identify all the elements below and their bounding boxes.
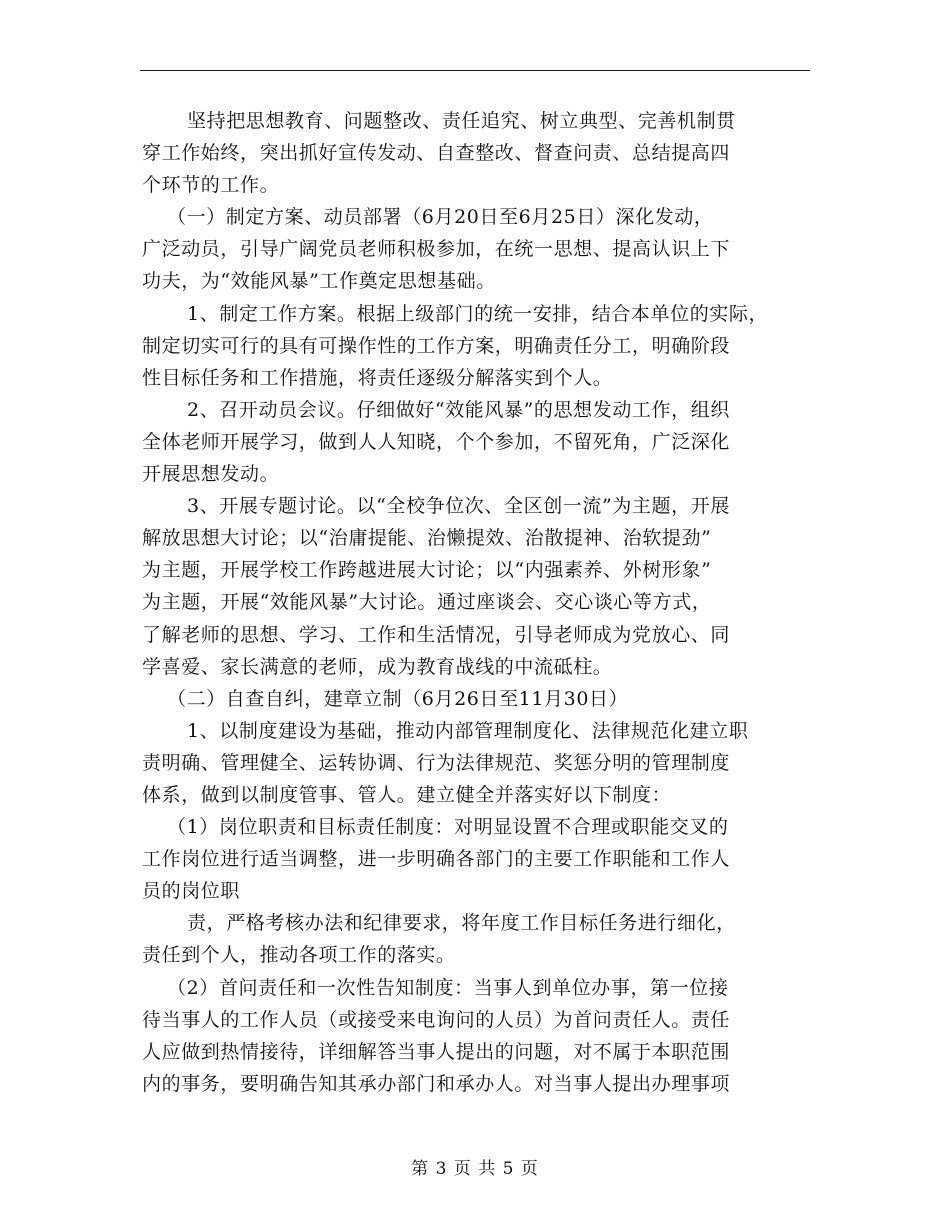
paragraph-line: （二）自查自纠，建章立制（6月26日至11月30日） [167, 687, 629, 710]
paragraph-line: （1）岗位职责和目标责任制度：对明显设置不合理或职能交叉的 [167, 816, 729, 839]
paragraph-line: 体系，做到以制度管事、管人。建立健全并落实好以下制度： [142, 783, 672, 806]
paragraph-line: 解放思想大讨论；以“治庸提能、治懒提效、治散提神、治软提劲” [142, 527, 712, 550]
paragraph-line: 1、以制度建设为基础，推动内部管理制度化、法律规范化建立职 [187, 719, 749, 742]
paragraph-line: 了解老师的思想、学习、工作和生活情况，引导老师成为党放心、同 [142, 623, 731, 646]
paragraph-line: 制定切实可行的具有可操作性的工作方案，明确责任分工，明确阶段 [142, 334, 731, 357]
header-rule [140, 70, 810, 71]
paragraph-line: 学喜爱、家长满意的老师，成为教育战线的中流砥柱。 [142, 655, 613, 678]
document-body [140, 105, 810, 1100]
paragraph-line: 责，严格考核办法和纪律要求，将年度工作目标任务进行细化， [187, 912, 736, 935]
paragraph-line: 穿工作始终，突出抓好宣传发动、自查整改、督查问责、总结提高四 [142, 142, 731, 165]
paragraph-line: 人应做到热情接待，详细解答当事人提出的问题，对不属于本职范围 [142, 1040, 731, 1063]
paragraph-line: 工作岗位进行适当调整，进一步明确各部门的主要工作职能和工作人 [142, 848, 731, 871]
paragraph-line: 待当事人的工作人员（或接受来电询问的人员）为首问责任人。责任 [142, 1008, 731, 1031]
paragraph-line: （一）制定方案、动员部署（6月20日至6月25日）深化发动， [167, 206, 714, 229]
paragraph-line: （2）首问责任和一次性告知制度：当事人到单位办事，第一位接 [167, 976, 729, 999]
paragraph-line: 3、开展专题讨论。以“全校争位次、全区创一流”为主题，开展 [187, 495, 730, 518]
paragraph-line: 2、召开动员会议。仔细做好“效能风暴”的思想发动工作，组织 [187, 398, 730, 421]
paragraph-line: 广泛动员，引导广阔党员老师积极参加，在统一思想、提高认识上下 [142, 238, 731, 261]
paragraph-line: 员的岗位职 [142, 880, 241, 903]
paragraph-line: 性目标任务和工作措施，将责任逐级分解落实到个人。 [142, 366, 613, 389]
paragraph-line: 开展思想发动。 [142, 463, 280, 486]
page-footer: 第 3 页 共 5 页 [411, 1159, 539, 1179]
paragraph-line: 内的事务，要明确告知其承办部门和承办人。对当事人提出办理事项 [142, 1072, 731, 1095]
paragraph-line: 责任到个人，推动各项工作的落实。 [142, 944, 456, 967]
paragraph-line: 为主题，开展“效能风暴”大讨论。通过座谈会、交心谈心等方式， [142, 591, 712, 614]
paragraph-line: 1、制定工作方案。根据上级部门的统一安排，结合本单位的实际， [187, 302, 769, 325]
paragraph-line: 为主题，开展学校工作跨越进展大讨论；以“内强素养、外树形象” [142, 559, 712, 582]
paragraph-line: 功夫，为“效能风暴”工作奠定思想基础。 [142, 270, 496, 293]
paragraph-line: 责明确、管理健全、运转协调、行为法律规范、奖惩分明的管理制度 [142, 751, 731, 774]
paragraph-line: 个环节的工作。 [142, 174, 280, 197]
paragraph-line: 坚持把思想教育、问题整改、责任追究、树立典型、完善机制贯 [187, 110, 736, 132]
paragraph-line: 全体老师开展学习，做到人人知晓，个个参加，不留死角，广泛深化 [142, 430, 731, 453]
